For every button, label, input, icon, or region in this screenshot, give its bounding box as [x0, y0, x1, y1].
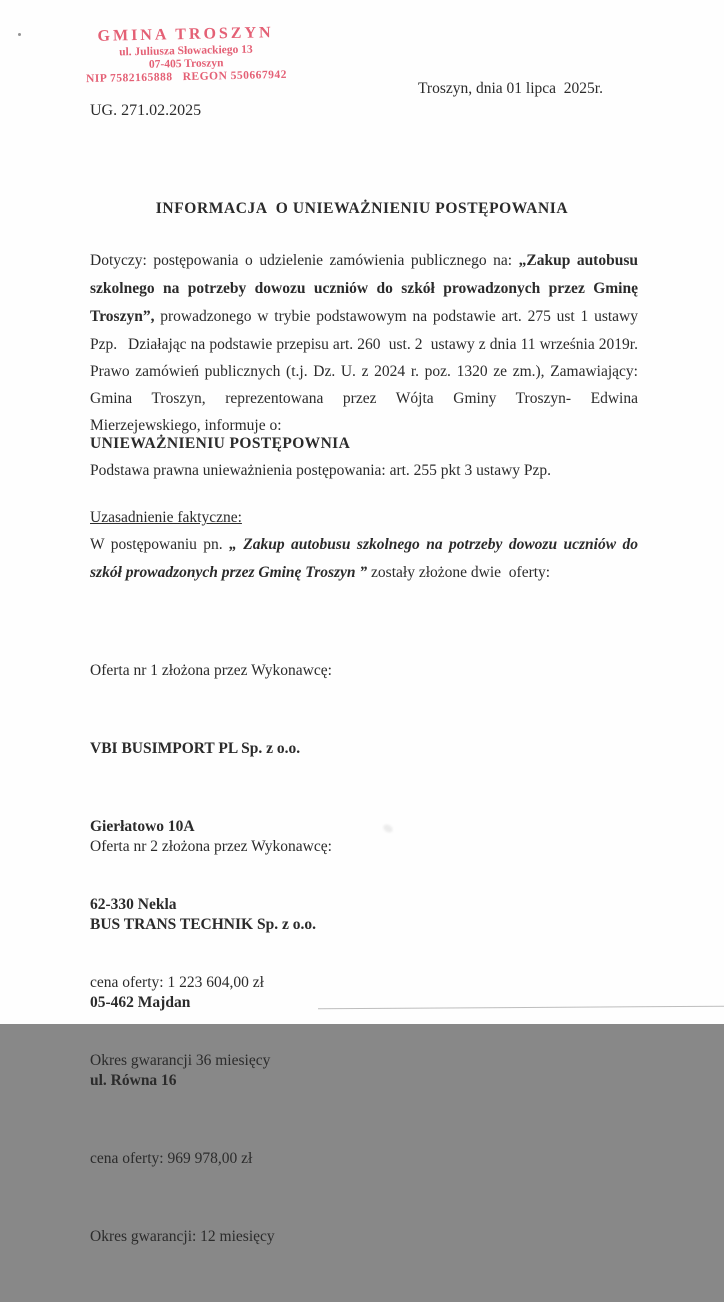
offer-1-address-line1: Gierłatowo 10A: [90, 818, 195, 835]
stamp-municipality-name: GMINA TROSZYN: [97, 24, 274, 45]
document-title: INFORMACJA O UNIEWAŻNIENIU POSTĘPOWANIA: [155, 200, 569, 217]
offers-intro-suffix: zostały złożone dwie oferty:: [367, 564, 551, 581]
offer-2-intro: Oferta nr 2 złożona przez Wykonawcę:: [90, 838, 332, 855]
offers-intro-procurement-name: „ Zakup autobusu szkolnego na potrzeby dowozu uczniów do szkół prowadzonych przez Gminę Troszyn ”: [90, 536, 642, 581]
justification-heading: [90, 504, 638, 532]
offer-2-address-line2: ul. Równa 16: [90, 1072, 177, 1089]
legal-basis-line: Podstawa prawna unieważnienia postępowania: art. 255 pkt 3 ustawy Pzp.: [90, 462, 552, 479]
reference-number: UG. 271.02.2025: [90, 102, 202, 119]
subject-procurement-name: „Zakup autobusu szkolnego na potrzeby dowozu uczniów do szkół prowadzonych przez Gminę Troszyn”,: [90, 252, 642, 325]
scan-speck-artifact: [18, 33, 21, 36]
offers-intro-prefix: W postępowaniu pn.: [90, 536, 230, 553]
offer-2-contractor-name: BUS TRANS TECHNIK Sp. z o.o.: [90, 916, 316, 933]
offer-2-price: cena oferty: 969 978,00 zł: [90, 1150, 253, 1167]
offer-1-warranty: Okres gwarancji 36 miesięcy: [90, 1052, 271, 1069]
cancellation-heading: UNIEWAŻNIENIU POSTĘPOWNIA: [90, 435, 351, 452]
subject-suffix: prowadzonego w trybie podstawowym na podstawie art. 275 ust 1 ustawy Pzp.: [90, 308, 642, 353]
paragraph-offers-intro: [90, 531, 642, 587]
place-and-date: Troszyn, dnia 01 lipca 2025r.: [418, 80, 603, 97]
offer-1-address-line2: 62-330 Nekla: [90, 896, 177, 913]
offer-1-contractor-name: VBI BUSIMPORT PL Sp. z o.o.: [90, 740, 301, 757]
stamp-nip-regon: NIP 7582165888 REGON 550667942: [85, 68, 288, 86]
offer-2-warranty: Okres gwarancji: 12 miesięcy: [90, 1228, 275, 1245]
offer-2-address-line1: 05-462 Majdan: [90, 994, 191, 1011]
subject-prefix: Dotyczy: postępowania o udzielenie zamówienia publicznego na:: [90, 252, 519, 269]
offer-1-price: cena oferty: 1 223 604,00 zł: [90, 974, 264, 991]
stamp-street: ul. Juliusza Słowackiego 13: [119, 43, 253, 59]
paragraph-legal-basis: Działając na podstawie przepisu art. 260 ust. 2 ustawy z dnia 11 września 2019r. Prawo zamówień publicznych (t.j. Dz. U. z 2024 r. poz. 1320 ze zm.), Zamawiający: Gmina Troszyn, reprezentowana przez Wójta Gminy Troszyn- Edwina Mierzejewskiego, informuje o:: [90, 336, 646, 434]
justification-heading-text: Uzasadnienie faktyczne:: [90, 509, 242, 526]
offer-1-intro: Oferta nr 1 złożona przez Wykonawcę:: [90, 662, 332, 679]
stamp-postal-city: 07-405 Troszyn: [148, 57, 224, 71]
offer-2-block: [90, 782, 638, 1302]
sender-stamp: [45, 23, 326, 86]
